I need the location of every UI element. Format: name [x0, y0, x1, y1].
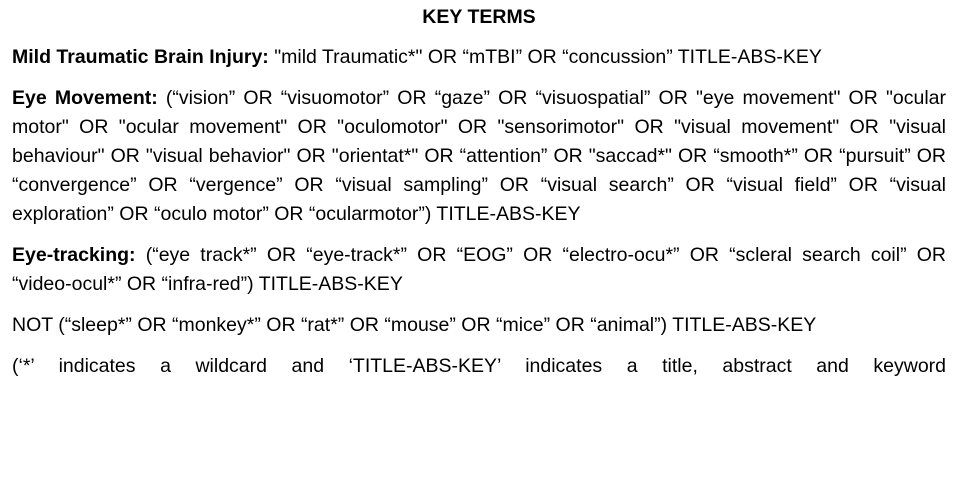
paragraph-label: Eye-tracking:: [12, 244, 136, 266]
paragraph-text: (‘*’ indicates a wildcard and ‘TITLE-ABS-KEY’ indicates a title, abstract and keyword: [12, 355, 946, 377]
paragraph-text: NOT (“sleep*” OR “monkey*” OR “rat*” OR “mouse” OR “mice” OR “animal”) TITLE-ABS-KEY: [12, 314, 817, 336]
paragraph-footnote: [12, 352, 946, 381]
document-page: [12, 0, 946, 381]
paragraph-exclusions: [12, 311, 946, 340]
page-title: KEY TERMS: [422, 6, 536, 28]
paragraph-text: (“eye track*” OR “eye-track*” OR “EOG” OR “electro-ocu*” OR “scleral search coil” OR “video-ocul*” OR “infra-red”) TITLE-ABS-KEY: [12, 244, 946, 295]
paragraph-text: "mild Traumatic*" OR “mTBI” OR “concussion” TITLE-ABS-KEY: [268, 46, 822, 68]
paragraph-label: Eye Movement:: [12, 87, 158, 109]
paragraph-text: (“vision” OR “visuomotor” OR “gaze” OR “visuospatial” OR "eye movement" OR "ocular motor" OR "ocular movement" OR "oculomotor" OR "sensorimotor" OR "visual movement" OR "visual behaviour" OR "visual behavior" OR "orientat*" OR “attention” OR "saccad*" OR “smooth*” OR “pursuit” OR “convergence” OR “vergence” OR “visual sampling” OR “visual search” OR “visual field” OR “visual exploration” OR “oculo motor” OR “ocularmotor”) TITLE-ABS-KEY: [12, 87, 946, 225]
paragraph-eye-movement: [12, 84, 946, 229]
paragraph-mtbi: [12, 43, 946, 72]
paragraph-eye-tracking: [12, 241, 946, 299]
paragraph-label: Mild Traumatic Brain Injury:: [12, 46, 269, 68]
